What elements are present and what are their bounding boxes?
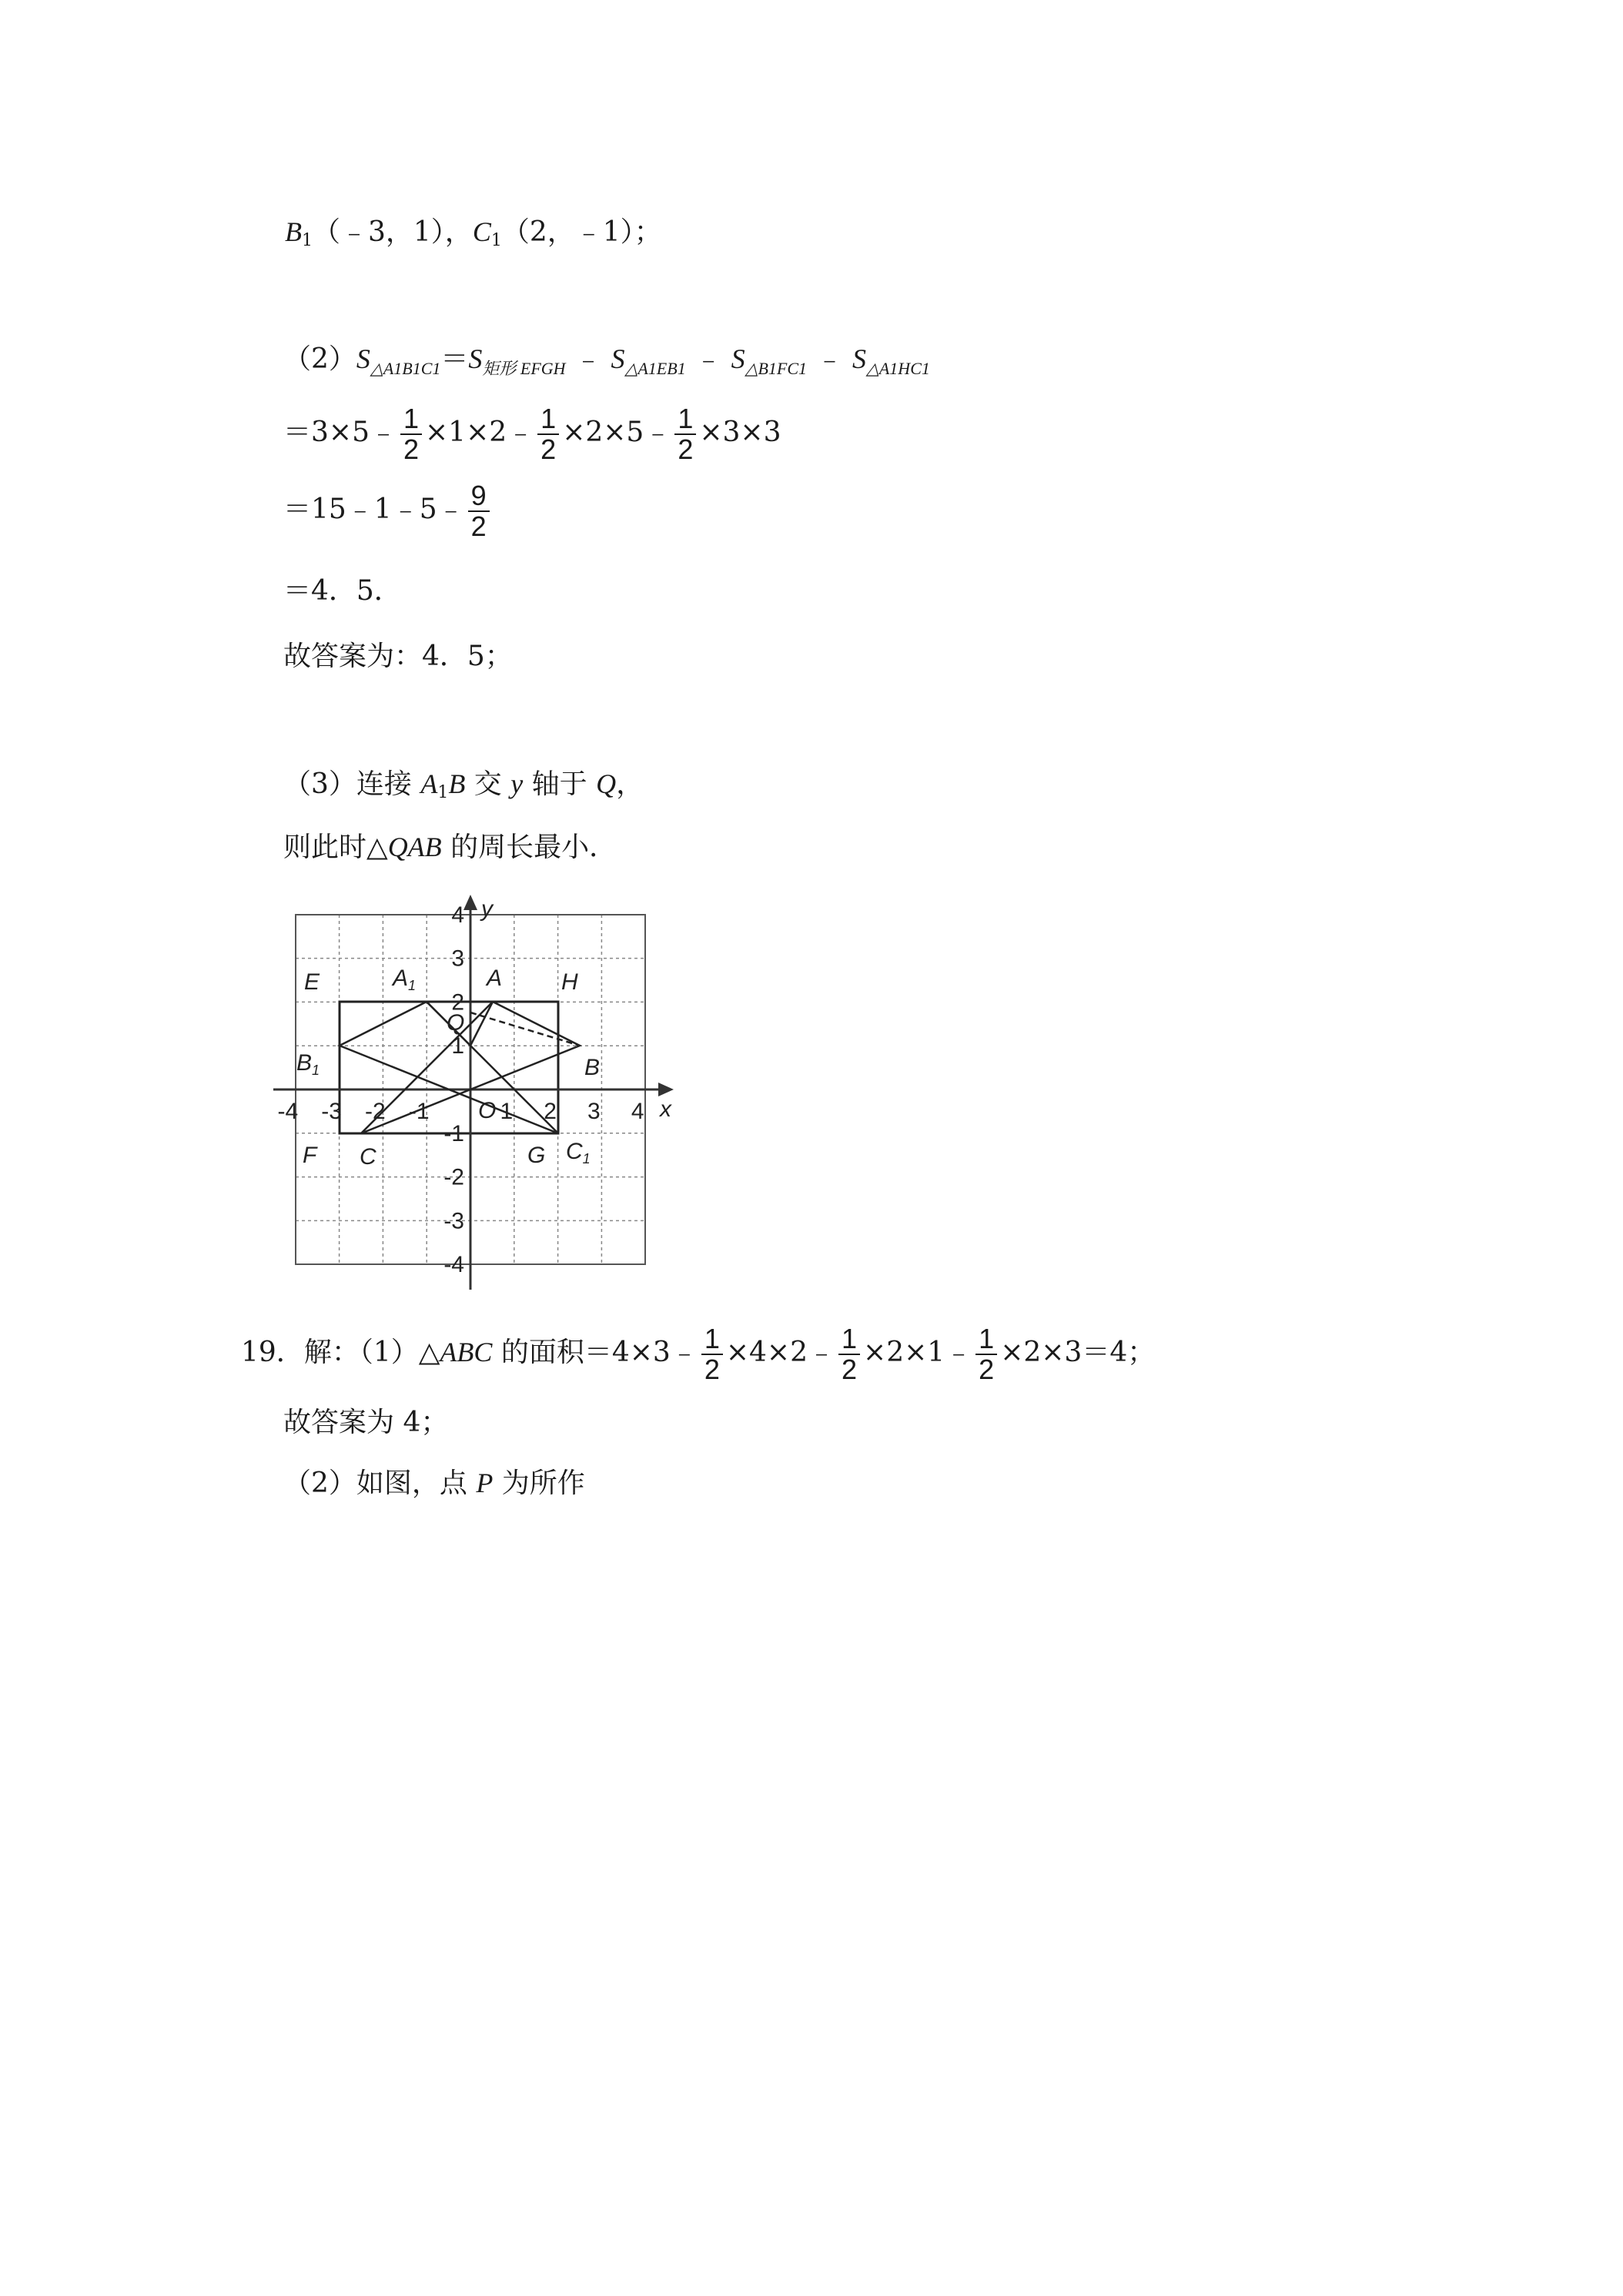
label-a1: $A_1$ — [393, 966, 417, 993]
y-tick-label: -3 — [443, 1208, 464, 1234]
label-b: B — [584, 1055, 601, 1080]
x-tick-label: 3 — [587, 1099, 601, 1124]
label-e: E — [304, 969, 320, 995]
calc-line-2: ＝3×5﹣ $\frac{1}{2}$ ×1×2﹣ $\frac{1}{2}$ ×2×5﹣ $\frac{1}{2}$ ×3×3 — [283, 403, 781, 465]
y-tick-label: 2 — [451, 989, 464, 1016]
x-tick-label: 4 — [631, 1099, 644, 1124]
fraction-nine-half: $\frac{9}{2}$ — [468, 481, 490, 541]
x-axis-label: x — [660, 1096, 671, 1122]
y-tick-label: 3 — [451, 946, 464, 972]
fraction-half: $\frac{1}{2}$ — [838, 1324, 860, 1384]
b1-label: B — [285, 216, 302, 247]
y-tick-label: 1 — [451, 1033, 464, 1059]
label-q: Q — [447, 1010, 465, 1036]
fraction-half: $\frac{1}{2}$ — [975, 1324, 997, 1384]
x-tick-label: -4 — [277, 1099, 299, 1124]
label-a: A — [487, 966, 503, 991]
y-tick-label: 4 — [451, 902, 464, 928]
y-axis-label: y — [481, 896, 493, 922]
area-formula-line: $(2)S_{\triangle A1B1C1}=S_{矩形 EFGH}$ ﹣ $S_{\triangle A1EB1}$ ﹣ $S_{\triangle B1FC1}$ ﹣ $S_{\triangle A1HC1}$ — [283, 343, 930, 378]
q19-line-1: 19．解：（1）△ABC 的面积＝4×3﹣ $\frac{1}{2}$ ×4×2﹣ $\frac{1}{2}$ ×2×1﹣ $\frac{1}{2}$ ×2×3＝4； — [241, 1323, 1156, 1385]
b1-c1-coordinates: $B_1(﹣3$，1），$C_1(2$，﹣1）； — [285, 216, 662, 250]
x-tick-label: -1 — [408, 1099, 430, 1124]
c1-coord: （2，﹣1）； — [501, 216, 662, 248]
y-tick-label: -4 — [443, 1252, 464, 1278]
label-f: F — [303, 1143, 317, 1168]
q19-part2: （2）如图，点 P 为所作 — [283, 1468, 585, 1499]
label-h: H — [561, 969, 578, 995]
q19-number: 19． — [241, 1336, 304, 1368]
part3-line-2: 则此时△QAB 的周长最小． — [283, 832, 617, 863]
x-tick-label: 1 — [500, 1099, 514, 1124]
segment-q-a — [470, 1002, 493, 1046]
label-c: C — [360, 1144, 376, 1170]
label-b1: $B_1$ — [296, 1050, 320, 1078]
coordinate-grid-figure — [273, 893, 689, 1294]
origin-label: O — [478, 1098, 497, 1123]
part3-line-1: （3）连接 $A_1B$ 交 y 轴于 Q， — [283, 768, 644, 802]
label-g: G — [527, 1143, 546, 1168]
x-tick-label: -3 — [321, 1099, 342, 1124]
x-tick-label: 2 — [544, 1099, 557, 1124]
label-c1: $C_1$ — [566, 1139, 591, 1166]
c1-label: C — [472, 216, 491, 247]
y-tick-label: -1 — [443, 1120, 464, 1146]
fraction-half: $\frac{1}{2}$ — [674, 404, 696, 464]
fraction-half: $\frac{1}{2}$ — [537, 404, 559, 464]
b1-coord: （﹣3，1）， — [313, 216, 473, 248]
fraction-half: $\frac{1}{2}$ — [400, 404, 422, 464]
x-tick-label: -2 — [365, 1099, 386, 1124]
part2-answer: 故答案为：4．5； — [283, 641, 513, 672]
y-tick-label: -2 — [443, 1164, 464, 1190]
calc-line-3: ＝15﹣1﹣5﹣ $\frac{9}{2}$ — [283, 481, 493, 541]
x-axis-arrow — [658, 1083, 674, 1096]
fraction-half: $\frac{1}{2}$ — [701, 1324, 723, 1384]
calc-line-4: ＝4．5． — [283, 575, 402, 607]
y-axis-arrow — [463, 895, 477, 910]
q19-answer: 故答案为 4； — [283, 1407, 449, 1438]
